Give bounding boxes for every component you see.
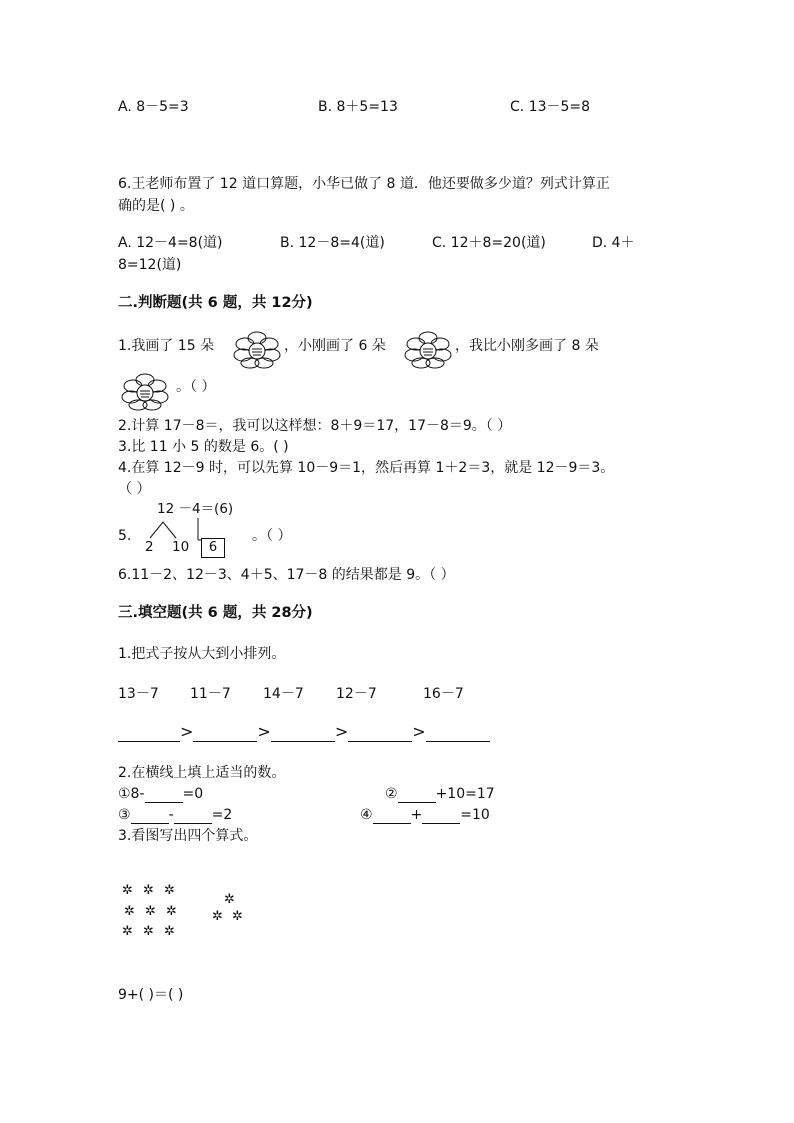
q5-option-c: C. 13－5=8 [510,99,591,115]
fill-q2-item-1 [118,785,203,803]
judge-q4-line1: 4.在算 12－9 时，可以先算 10－9＝1，然后再算 1＋2＝3，就是 12－9＝3。 [118,460,615,476]
flower-icon [120,372,170,412]
star-icon: ✲ [166,904,177,919]
item-suffix: =10 [460,807,490,823]
expression: 12－7 [336,686,377,702]
item-prefix: ④ [360,807,373,823]
flower-icon [232,330,282,370]
fill-q2-item-2 [385,785,495,803]
item-suffix: =0 [182,786,204,802]
greater-than: > [412,722,426,741]
star-icon: ✲ [124,904,135,919]
star-icon: ✲ [143,883,154,898]
q6-option-b: B. 12－8=4(道) [280,235,385,251]
answer-blank[interactable] [174,808,212,824]
greater-than: > [334,722,349,741]
section3-title: 三.填空题(共 6 题，共 28分) [118,605,313,621]
star-icon: ✲ [122,883,133,898]
judge-q4-line2: （ ） [118,481,151,497]
judge-q3: 3.比 11 小 5 的数是 6。( ) [118,439,289,455]
judge-q5-top: 12 －4＝(6) [157,501,234,517]
q5-option-a: A. 8－5=3 [118,99,189,115]
greater-than: > [180,722,194,741]
q6-option-c: C. 12＋8=20(道) [432,235,546,251]
item-operator: - [168,807,174,823]
item-suffix: +10=17 [435,786,495,802]
judge-q1-part1: 1.我画了 15 朵 [118,338,215,354]
fill-q1: 1.把式子按从大到小排列。 [118,646,286,662]
fill-q3: 3.看图写出四个算式。 [118,828,258,844]
greater-than: > [257,722,271,741]
judge-q1-part2: ，小刚画了 6 朵 [284,338,386,354]
star-icon: ✲ [122,924,133,939]
fill-q2-item-4 [360,806,490,824]
q6-text-line2: 确的是( ) 。 [118,198,194,214]
fill-q2: 2.在横线上填上适当的数。 [118,765,286,781]
answer-blank[interactable] [193,723,257,742]
judge-q5-mid: 10 [172,539,190,555]
star-icon: ✲ [164,883,175,898]
judge-q2: 2.计算 17－8＝，我可以这样想：8＋9＝17，17－8＝9。（ ） [118,418,512,434]
item-suffix: =2 [211,807,233,823]
section2-title: 二.判断题(共 6 题，共 12分) [118,295,313,311]
judge-q6: 6.11－2、12－3、4＋5、17－8 的结果都是 9。（ ） [118,567,455,583]
q6-option-d-cont: 8=12(道) [118,257,182,273]
judge-q5-tail: 。（ ） [252,528,292,544]
answer-blank[interactable] [271,723,335,742]
expression: 14－7 [263,686,304,702]
item-prefix: ② [385,786,398,802]
item-operator: + [410,807,423,823]
judge-q1-part4: 。（ ） [176,379,216,395]
judge-q1-part3: ，我比小刚多画了 8 朵 [455,338,599,354]
answer-blank[interactable] [426,723,490,742]
item-prefix: ①8- [118,786,145,802]
judge-q5-label: 5. [118,528,132,544]
star-icon: ✲ [145,904,156,919]
star-icon: ✲ [232,909,243,924]
judge-q5-left: 2 [145,539,154,555]
star-icon: ✲ [212,909,223,924]
ordering-row [118,722,490,742]
answer-blank[interactable] [422,808,460,824]
expression: 16－7 [423,686,464,702]
answer-blank[interactable] [348,723,412,742]
q6-option-a: A. 12－4=8(道) [118,235,223,251]
expression: 11－7 [190,686,231,702]
fill-q3-equation: 9+( )＝( ) [118,987,184,1003]
answer-blank[interactable] [118,723,180,742]
expression: 13－7 [118,686,159,702]
flower-icon [403,330,453,370]
fill-q2-item-3 [118,806,232,824]
answer-blank[interactable] [131,808,169,824]
q6-option-d: D. 4＋ [592,235,635,251]
item-prefix: ③ [118,807,131,823]
star-icon: ✲ [224,892,235,907]
answer-blank[interactable] [373,808,411,824]
answer-blank[interactable] [145,787,183,803]
q6-text-line1: 6.王老师布置了 12 道口算题，小华已做了 8 道．他还要做多少道？列式计算正 [118,176,610,192]
star-icon: ✲ [143,924,154,939]
q5-option-b: B. 8＋5=13 [318,99,398,115]
answer-blank[interactable] [398,787,436,803]
judge-q5-box: 6 [201,538,225,558]
star-icon: ✲ [164,924,175,939]
